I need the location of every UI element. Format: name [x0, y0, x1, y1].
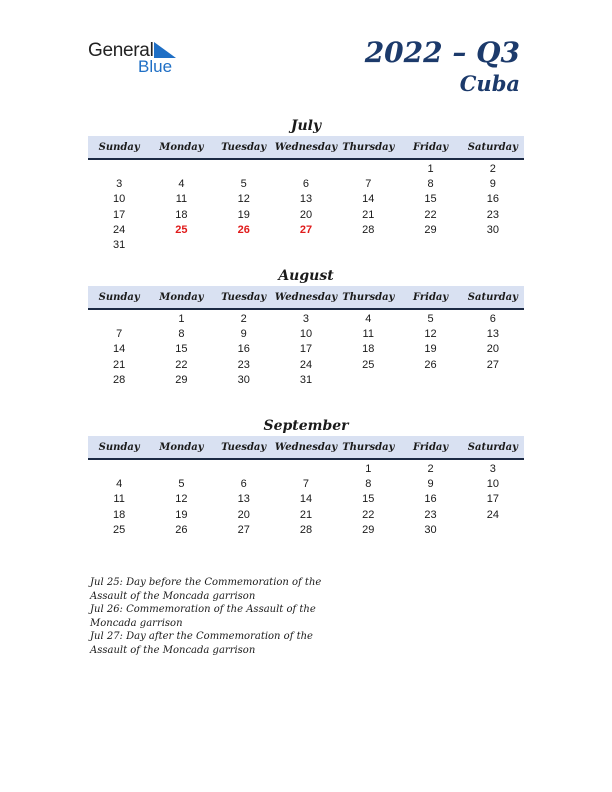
weekday-label: Sunday: [98, 441, 140, 453]
day-cell: 9: [489, 177, 496, 190]
day-cell: 30: [237, 373, 250, 386]
week-row: [88, 476, 524, 491]
day-cell: 20: [299, 208, 313, 221]
day-grid: [88, 161, 524, 253]
week-row: [88, 492, 524, 507]
day-cell: 14: [113, 343, 126, 356]
month-calendar: [88, 266, 524, 387]
day-cell: 11: [113, 493, 125, 506]
day-cell: 31: [299, 373, 313, 386]
day-cell: 4: [116, 477, 123, 490]
month-name: September: [263, 418, 349, 434]
week-row: [88, 176, 524, 191]
day-cell: 17: [486, 493, 499, 506]
week-row: [88, 461, 524, 476]
month-name: August: [278, 268, 334, 284]
weekday-label: Friday: [412, 141, 449, 153]
month-calendar: [88, 416, 524, 537]
weekday-label: Tuesday: [221, 291, 267, 303]
day-grid: [88, 311, 524, 387]
day-cell: 15: [362, 493, 375, 506]
day-cell: 21: [362, 208, 375, 221]
day-cell: 26: [424, 358, 437, 371]
day-cell: 11: [362, 327, 374, 340]
day-cell: 14: [362, 193, 375, 206]
week-row: [88, 207, 524, 222]
weekday-label: Monday: [159, 141, 204, 153]
day-cell: 16: [424, 493, 437, 506]
weekday-header: [88, 136, 524, 160]
day-cell: 1: [427, 162, 434, 175]
day-cell: 8: [427, 177, 434, 190]
day-cell: 27: [299, 223, 313, 236]
logo-word-blue: Blue: [138, 57, 173, 76]
day-cell: 29: [175, 373, 188, 386]
day-cell: 25: [113, 523, 126, 536]
day-cell: 4: [178, 177, 185, 190]
holiday-notes: [90, 576, 350, 657]
weekday-label: Saturday: [467, 141, 518, 153]
day-cell: 28: [299, 523, 313, 536]
holiday-note: Jul 26: Commemoration of the Assault of the Moncada garrison: [90, 604, 316, 629]
day-cell: 24: [299, 358, 313, 371]
day-cell: 25: [362, 358, 375, 371]
week-row: [88, 507, 524, 522]
week-row: [88, 222, 524, 237]
day-cell: 3: [116, 177, 123, 190]
week-row: [88, 342, 524, 357]
day-cell: 7: [116, 327, 123, 340]
week-row: [88, 192, 524, 207]
weekday-label: Saturday: [467, 291, 518, 303]
month-name: July: [290, 118, 322, 134]
day-cell: 10: [299, 327, 313, 340]
day-cell: 1: [178, 312, 185, 325]
day-cell: 5: [178, 477, 185, 490]
week-row: [88, 357, 524, 372]
day-cell: 15: [424, 193, 437, 206]
day-cell: 6: [489, 312, 496, 325]
day-cell: 1: [365, 462, 372, 475]
day-cell: 25: [175, 223, 188, 236]
day-cell: 5: [427, 312, 434, 325]
day-cell: 9: [240, 327, 247, 340]
title-period: 2022 – Q3: [364, 36, 520, 69]
day-cell: 3: [302, 312, 310, 325]
day-cell: 5: [240, 177, 247, 190]
weekday-label: Tuesday: [221, 141, 267, 153]
day-cell: 2: [240, 312, 247, 325]
weekday-label: Thursday: [342, 441, 395, 453]
day-cell: 18: [362, 343, 375, 356]
day-cell: 23: [237, 358, 250, 371]
weekday-label: Thursday: [342, 141, 395, 153]
day-cell: 6: [240, 477, 247, 490]
day-cell: 22: [362, 508, 375, 521]
day-cell: 19: [237, 208, 250, 221]
weekday-label: Sunday: [98, 141, 140, 153]
month-calendar: [88, 116, 524, 253]
day-cell: 21: [113, 358, 126, 371]
day-cell: 19: [424, 343, 437, 356]
day-cell: 19: [175, 508, 188, 521]
day-cell: 13: [237, 493, 250, 506]
weekday-label: Friday: [412, 291, 449, 303]
day-cell: 24: [486, 508, 499, 521]
day-cell: 11: [175, 193, 188, 206]
week-row: [88, 372, 524, 387]
day-cell: 14: [299, 493, 313, 506]
weekday-label: Tuesday: [221, 441, 267, 453]
day-cell: 12: [175, 493, 188, 506]
day-cell: 18: [175, 208, 188, 221]
day-cell: 17: [299, 343, 313, 356]
day-cell: 18: [113, 508, 126, 521]
weekday-label: Saturday: [467, 441, 518, 453]
title-country: Cuba: [459, 71, 520, 96]
day-cell: 30: [486, 223, 499, 236]
holiday-note: Jul 27: Day after the Commemoration of the Assault of the Moncada garrison: [90, 631, 313, 656]
weekday-label: Thursday: [342, 291, 395, 303]
day-cell: 26: [237, 223, 250, 236]
day-cell: 16: [237, 343, 250, 356]
day-cell: 4: [365, 312, 372, 325]
weekday-label: Sunday: [98, 291, 140, 303]
day-cell: 28: [113, 373, 126, 386]
day-cell: 7: [302, 477, 310, 490]
day-cell: 24: [113, 223, 126, 236]
day-cell: 10: [113, 193, 126, 206]
day-cell: 27: [486, 358, 499, 371]
day-cell: 23: [424, 508, 437, 521]
day-cell: 26: [175, 523, 188, 536]
day-cell: 16: [486, 193, 499, 206]
day-cell: 30: [424, 523, 437, 536]
day-cell: 22: [424, 208, 437, 221]
weekday-label: Wednesday: [274, 441, 338, 453]
day-cell: 8: [365, 477, 372, 490]
day-cell: 9: [427, 477, 434, 490]
day-cell: 15: [175, 343, 188, 356]
generalblue-logo: [88, 40, 188, 76]
day-cell: 22: [175, 358, 188, 371]
weekday-label: Wednesday: [274, 291, 338, 303]
day-cell: 12: [424, 327, 437, 340]
page-title: [365, 36, 520, 98]
day-cell: 23: [486, 208, 499, 221]
day-cell: 13: [299, 193, 313, 206]
day-cell: 29: [424, 223, 437, 236]
day-cell: 28: [362, 223, 375, 236]
weekday-label: Monday: [159, 441, 204, 453]
day-cell: 27: [237, 523, 250, 536]
day-grid: [88, 461, 524, 537]
holiday-note: Jul 25: Day before the Commemoration of the Assault of the Moncada garrison: [90, 577, 322, 602]
day-cell: 13: [486, 327, 499, 340]
day-cell: 7: [365, 177, 372, 190]
weekday-header: [88, 436, 524, 460]
day-cell: 31: [113, 239, 126, 252]
day-cell: 29: [362, 523, 375, 536]
weekday-label: Wednesday: [274, 141, 338, 153]
day-cell: 21: [299, 508, 313, 521]
weekday-label: Monday: [159, 291, 204, 303]
week-row: [88, 161, 524, 176]
logo-word-general: General: [88, 40, 154, 61]
day-cell: 8: [178, 327, 185, 340]
day-cell: 12: [237, 193, 250, 206]
day-cell: 2: [427, 462, 434, 475]
week-row: [88, 237, 524, 252]
week-row: [88, 326, 524, 341]
day-cell: 20: [237, 508, 250, 521]
day-cell: 10: [486, 477, 499, 490]
day-cell: 20: [486, 343, 499, 356]
day-cell: 17: [113, 208, 126, 221]
day-cell: 3: [489, 462, 496, 475]
day-cell: 2: [489, 162, 496, 175]
logo-triangle-icon: [154, 42, 176, 58]
day-cell: 6: [302, 177, 310, 190]
week-row: [88, 311, 524, 326]
weekday-header: [88, 286, 524, 310]
week-row: [88, 522, 524, 537]
weekday-label: Friday: [412, 441, 449, 453]
